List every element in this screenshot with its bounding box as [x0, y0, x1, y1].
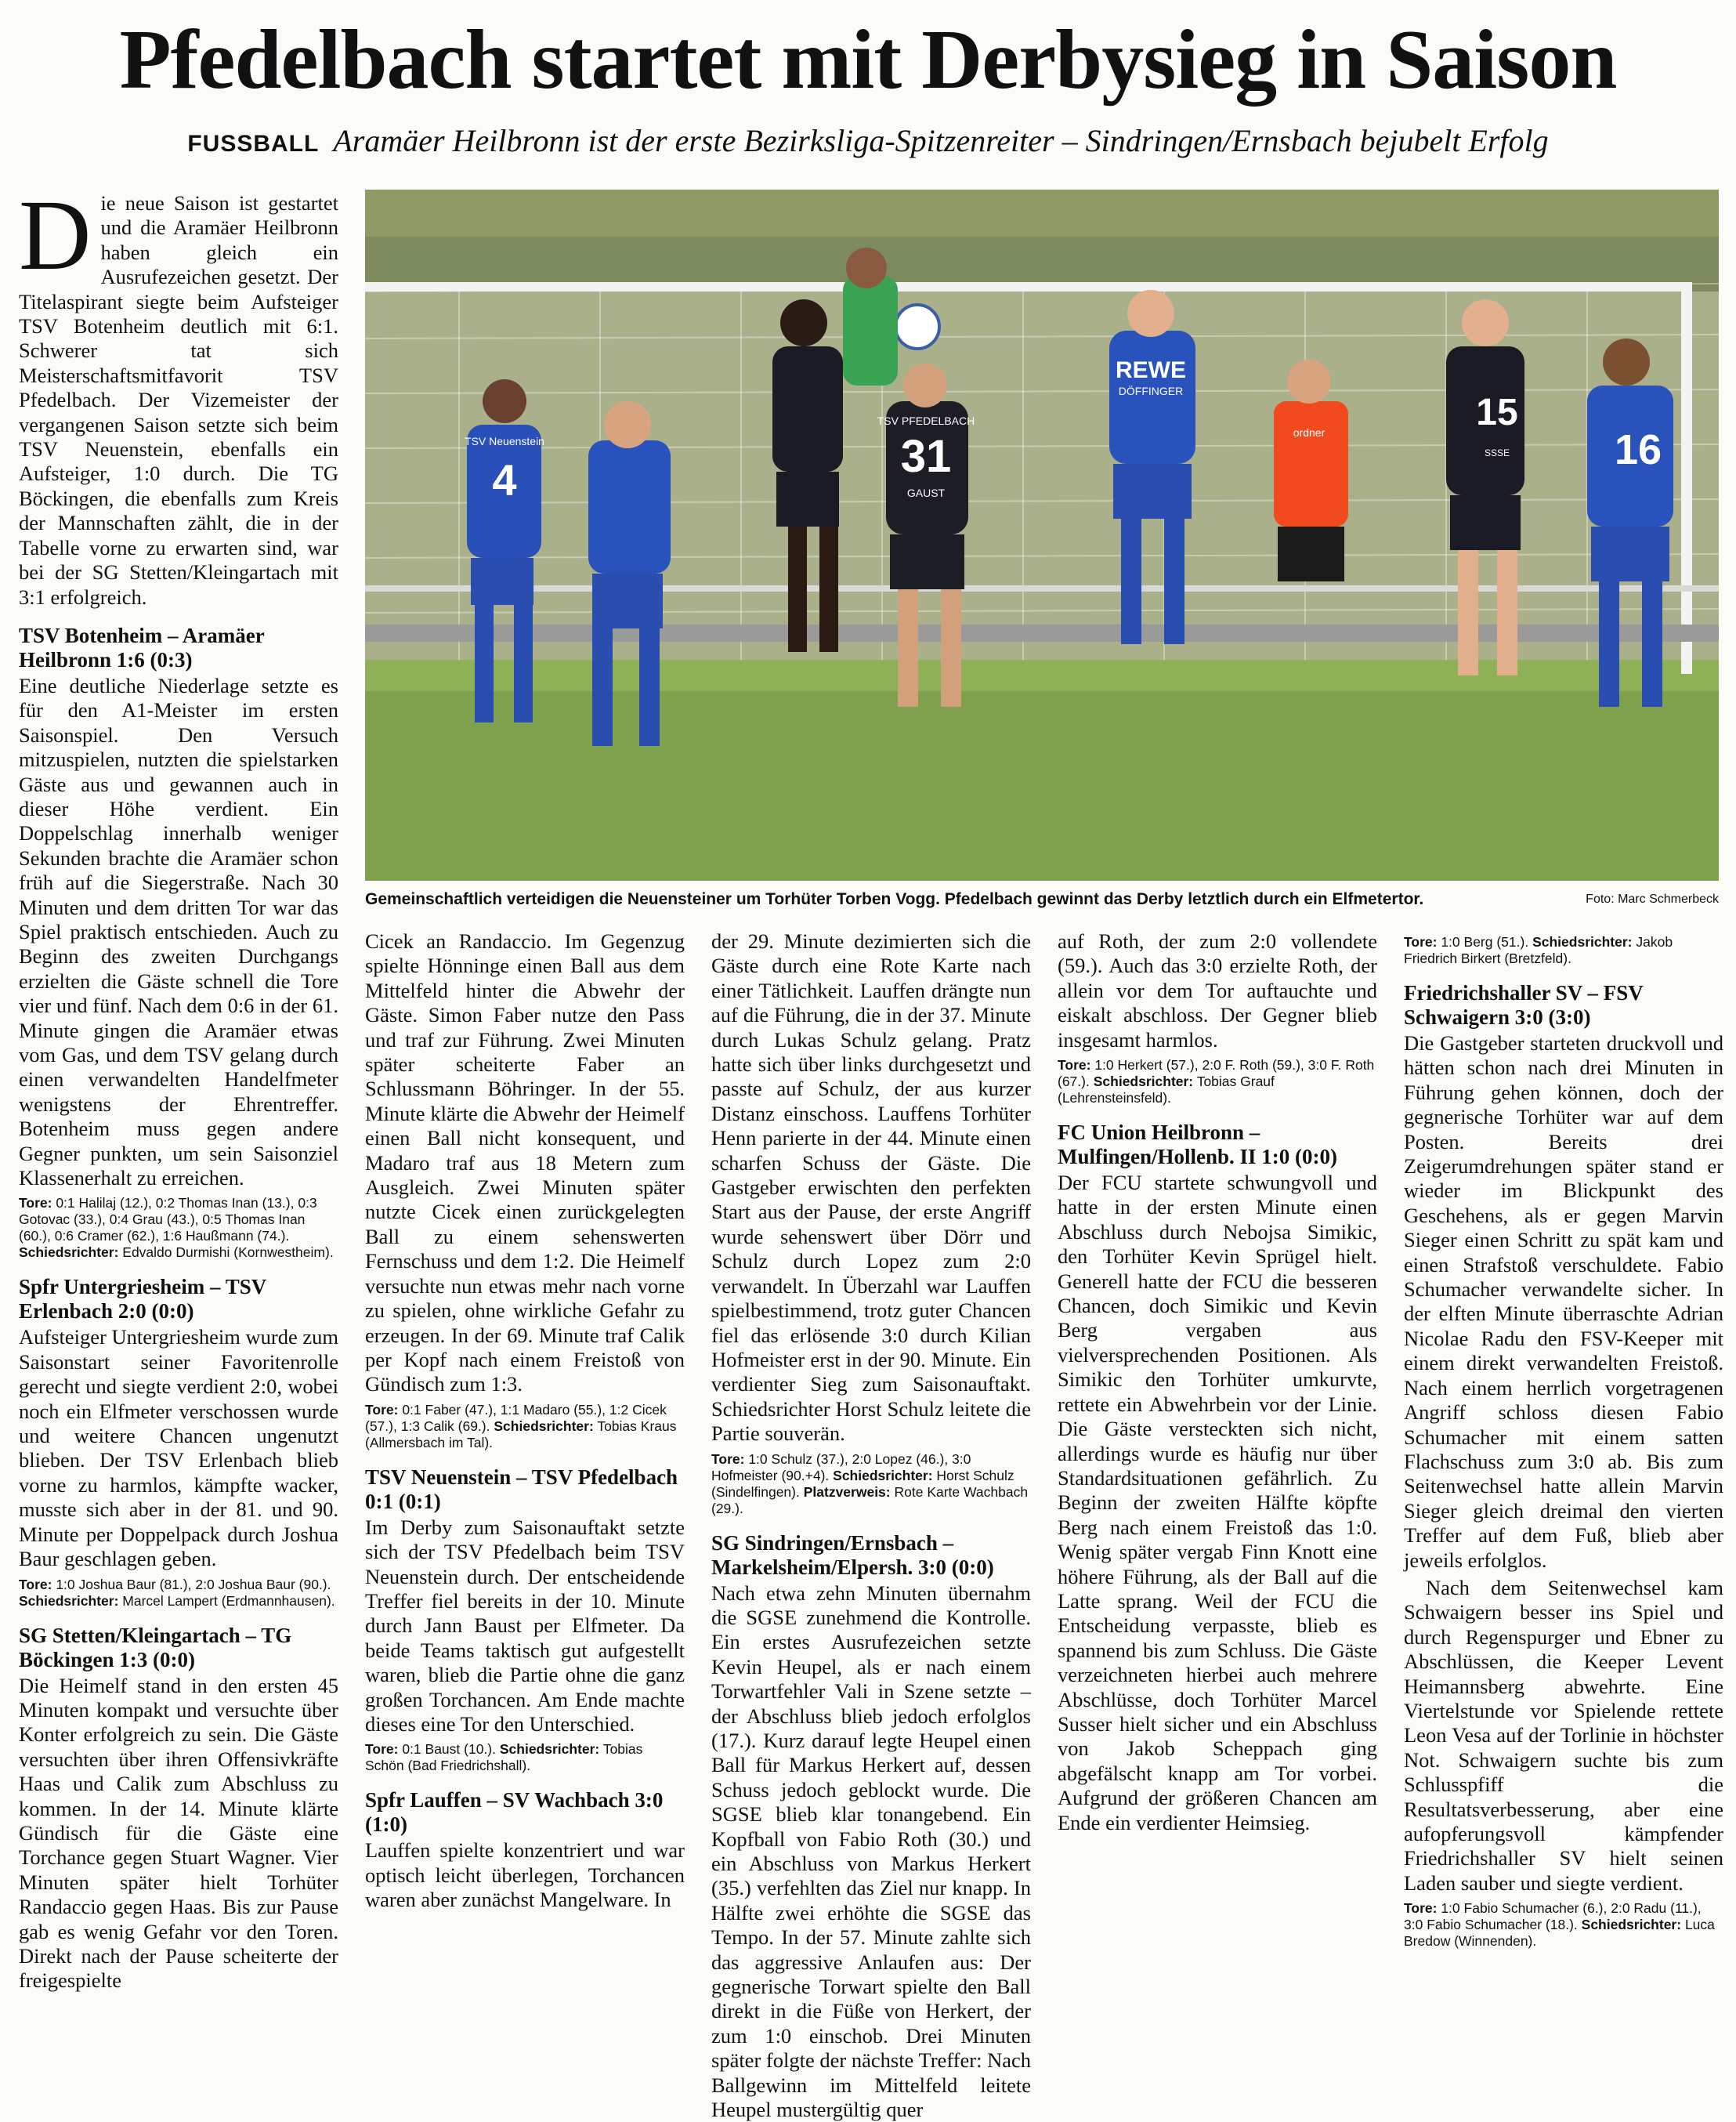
drop-cap: D — [19, 179, 92, 291]
game-text-sindringen-start: Nach etwa zehn Minuten übernahm die SGSE zunehmend die Kontrolle. Ein erstes Ausrufezeichen setzte Kevin Heupel, als er nach einem Torwartfehler Vali in Szene setzte – der Abschluss blieb jedoch erfolglos (17.). Kurz darauf legte Heupel einen Ball für Markus Herkert auf, dessen Schuss jedoch geblockt wurde. Die SGSE blieb klar tonangebend. Ein Kopfball von Fabio Roth (30.) und ein Abschluss von Markus Herkert (35.) verfehlten das Ziel nur knapp. In Hälfte zwei erhöhte die SGSE das Tempo. In der 57. Minute zahlte sich das aggressive Anlaufen aus: Der gegnerische Torwart spielte den Ball direkt in die Füße von Herkert, der zum 1:0 einschob. Drei Minuten später folgte der nächste Treffer: Nach Ballgewinn im Mittelfeld leitete Heupel mustergültig quer — [711, 1581, 1031, 2122]
ref-label: Schiedsrichter: — [833, 1467, 933, 1483]
tore-label: Tore: — [1404, 934, 1438, 950]
game-text-friedrichshall-2: Nach dem Seitenwechsel kam Schwaigern besser ins Spiel und durch Regenspurger und Ebner zu Abschlüssen, die Keeper Levent Heimannsberg abwehrte. Eine Viertelstunde vor Spielende rettete Leon Vesa auf der Torlinie in höchster Not. Schwaigern suchte bis zum Schlusspfiff die Resultatsverbesserung, aber eine aufopferungsvoll kämpfender Friedrichshaller SV hielt seinen Laden sauber und siegte verdient. — [1404, 1575, 1723, 1895]
column-2 — [365, 929, 685, 2003]
game-meta-botenheim — [19, 1195, 338, 1261]
shirt-number-15: 15 — [1476, 392, 1518, 433]
game-text-botenheim: Eine deutliche Niederlage setzte es für den A1-Meister im ersten Saisonspiel. Den Versuch mitzuspielen, nutzten die spielstarken Gäste aus und gewannen auch in dieser Höhe verdient. Ein Doppelschlag innerhalb weniger Sekunden brachte die Aramäer schon früh auf die Siegerstraße. Nach 30 Minuten und dem dritten Tor war das Spiel praktisch entschieden. Auch zu Beginn des zweiten Durchgangs erzielten die Gäste schnell die Tore vier und fünf. Nach dem 0:6 in der 61. Minute gingen die Aramäer etwas vom Gas, und dem TSV gelang durch einen verwandelten Handelfmeter wenigstens der Ehrentreffer. Botenheim muss gegen andere Gegner punkten, um sein Saisonziel Klassenerhalt zu erreichen. — [19, 673, 338, 1190]
shirt-text-ssse: SSSE — [1484, 447, 1510, 458]
tore-label: Tore: — [365, 1741, 399, 1758]
headline: Pfedelbach startet mit Derbysieg in Saison — [119, 13, 1617, 107]
game-text-lauffen-start: Lauffen spielte konzentriert und war optisch leicht überlegen, Torchancen waren aber zunächst Mangelware. In — [365, 1838, 685, 1912]
ref-label: Schiedsrichter: — [1581, 1917, 1682, 1933]
photo-caption: Gemeinschaftlich verteidigen die Neuensteiner um Torhüter Torben Vogg. Pfedelbach gewinnt das Derby letztlich durch ein Elfmetertor. — [365, 890, 1424, 908]
shirt-number-16: 16 — [1614, 426, 1662, 473]
tore-text: 1:0 Fabio Schumacher (6.), 2:0 Radu (11.), 3:0 Fabio Schumacher (18.). — [1404, 1900, 1702, 1933]
shirt-text-pfedelbach: TSV PFEDELBACH — [877, 415, 975, 427]
tore-label: Tore: — [1404, 1900, 1438, 1917]
game-title-stetten: SG Stetten/Kleingartach – TG Böckingen 1:3 (0:0) — [19, 1623, 292, 1671]
game-text-neuenstein: Im Derby zum Saisonauftakt setzte sich der TSV Pfedelbach beim TSV Neuenstein durch. Der entscheidende Treffer fiel bereits in der 10. Minute durch Jann Baust per Elfmeter. Da beide Teams taktisch gut aufgestellt waren, blieb die Partie ohne die ganz großen Torchancen. Am Ende machte dieses eine Tor den Unterschied. — [365, 1515, 685, 1736]
game-title-lauffen: Spfr Lauffen – SV Wachbach 3:0 (1:0) — [365, 1788, 664, 1837]
game-title-neuenstein: TSV Neuenstein – TSV Pfedelbach 0:1 (0:1) — [365, 1465, 678, 1513]
platzverweis-text: Rote Karte Wachbach (29.). — [711, 1483, 1029, 1516]
tore-label: Tore: — [19, 1195, 52, 1211]
game-text-sindringen-rest: auf Roth, der zum 2:0 vollendete (59.). Auch das 3:0 erzielte Roth, der allein vor dem Tor auftauchte und eiskalt abschloss. Der Gegner blieb insgesamt harmlos. — [1058, 929, 1377, 1052]
tore-label: Tore: — [1058, 1057, 1091, 1074]
tore-label: Tore: — [711, 1450, 745, 1467]
ref-label: Schiedsrichter: — [1093, 1074, 1194, 1090]
intro-text: ie neue Saison ist gestartet und die Aramäer Heilbronn haben gleich ein Ausrufezeichen gesetzt. Der Titelaspirant siegte beim Aufsteiger TSV Botenheim deutlich mit 6:1. Schwerer tat sich Meisterschaftsmitfavorit TSV Pfedelbach. Der Vizemeister der vergangenen Saison setzte sich beim TSV Neuenstein, ebenfalls ein Aufsteiger, 1:0 durch. Die TG Böckingen, die ebenfalls zum Kreis der Mannschaften zählt, die in der Tabelle vorne zu erwarten sind, war bei der SG Stetten/Kleingartach mit 3:1 erfolgreich. — [19, 191, 338, 609]
game-text-stetten-rest: Cicek an Randaccio. Im Gegenzug spielte Hönninge einen Ball aus dem Mittelfeld hinter die Abwehr der Gäste. Simon Faber nutze den Pass und traf zur Führung. Zwei Minuten später scheiterte Faber an Schlussmann Böhringer. In der 55. Minute klärte die Abwehr der Heimelf einen Ball nicht konsequent, und Madaro traf aus 18 Metern zum Ausgleich. Zwei Minuten später nutzte Cicek einen zurückgelegten Ball zu einem sehenswerten Fernschuss und dem 1:2. Die Heimelf versuchte nun etwas mehr nach vorne zu spielen, ohne wirkliche Gefahr zu erzeugen. In der 69. Minute traf Calik per Kopf nach einem Freistoß von Gündisch zum 1:3. — [365, 929, 685, 1396]
game-text-lauffen-rest: der 29. Minute dezimierten sich die Gäste durch eine Rote Karte nach einer Tätlichkeit. Lauffen drängte nun auf die Führung, die in der 37. Minute durch Lukas Schulz gelang. Pratz hatte sich über links durchgesetzt und passte auf Schulz, der aus kurzer Distanz einschoss. Lauffens Torhüter Henn parierte in der 44. Minute einen scharfen Schuss der Gäste. Die Gastgeber erwischten den perfekten Start aus der Pause, der erste Angriff wurde sehenswert über Dörr und Schulz durch Lopez zum 2:0 verwandelt. In Überzahl war Lauffen spielbestimmend, trotz guter Chancen fiel das erlösende 3:0 durch Kilian Hofmeister erst in der 90. Minute. Ein verdienter Sieg zum Saisonauftakt. Schiedsrichter Horst Schulz leitete die Partie souverän. — [711, 929, 1031, 1446]
ref-label: Schiedsrichter: — [19, 1244, 119, 1261]
kicker: FUSSBALL — [187, 131, 320, 157]
ref-text: Tobias Schön (Bad Friedrichshall). — [365, 1741, 643, 1774]
game-meta-neuenstein — [365, 1741, 685, 1774]
shirt-number-4: 4 — [492, 455, 517, 505]
photo-credit: Foto: Marc Schmerbeck — [1586, 893, 1719, 906]
game-title-botenheim: TSV Botenheim – Aramäer Heilbronn 1:6 (0:3) — [19, 623, 265, 672]
game-title-friedrichshall: Friedrichshaller SV – FSV Schwaigern 3:0 (3:0) — [1404, 981, 1644, 1029]
game-meta-untergriesheim — [19, 1577, 338, 1610]
vest-text: ordner — [1293, 426, 1326, 439]
ref-text: Jakob Friedrich Birkert (Bretzfeld). — [1404, 934, 1673, 966]
column-5 — [1404, 929, 1723, 2003]
ref-text: Luca Bredow (Winnenden). — [1404, 1917, 1715, 1950]
ref-text: Marcel Lampert (Erdmannhausen). — [122, 1592, 335, 1609]
shirt-sponsor-doeffinger: DÖFFINGER — [1118, 385, 1184, 397]
platzverweis-label: Platzverweis: — [803, 1483, 891, 1500]
tore-text: 1:0 Herkert (57.), 2:0 F. Roth (59.), 3:0 F. Roth (67.). — [1058, 1057, 1375, 1090]
tore-label: Tore: — [19, 1576, 52, 1592]
column-1 — [19, 179, 338, 2001]
ref-text: Edvaldo Durmishi (Kornwestheim). — [122, 1244, 334, 1261]
game-text-union-start: Der FCU startete schwungvoll und hatte in der ersten Minute einen Abschluss durch Nebojsa Simikic, den Torhüter Kevin Sprügel hielt. Generell hatte der FCU die besseren Chancen, doch Simikic und Kevin Berg vergaben aus vielversprechenden Positionen. Als Simikic den Torhüter umkurvte, rettete ein Abwehrbein vor der Linie. Die Gäste versteckten sich nicht, allerdings wurde es häufig nur über Standardsituationen gefährlich. Zu Beginn der zweiten Hälfte köpfte Berg nach einem Freistoß das 1:0. Wenig später vergab Finn Knott eine höhere Führung, als der Ball auf die Latte sprang. Weil der FCU die Entscheidung verpasste, blieb es spannend bis zum Schluss. Die Gäste verzeichneten hierbei auch mehrere Abschlüsse, doch Torhüter Marcel Susser hielt sicher und ein Abschluss von Jakob Scheppach ging abgefälscht knapp am Tor vorbei. Aufgrund der größeren Chancen am Ende ein verdienter Heimsieg. — [1058, 1171, 1377, 1834]
shirt-number-31: 31 — [900, 431, 952, 482]
tore-text: 0:1 Faber (47.), 1:1 Madaro (55.), 1:2 Cicek (57.), 1:3 Calik (69.). — [365, 1401, 667, 1434]
tore-text: 1:0 Joshua Baur (81.), 2:0 Joshua Baur (90.). — [56, 1576, 331, 1592]
tore-text: 0:1 Baust (10.). — [402, 1741, 496, 1758]
subheadline-text: Aramäer Heilbronn ist der erste Bezirksliga-Spitzenreiter – Sindringen/Ernsbach bejubelt Erfolg — [333, 123, 1549, 158]
ref-label: Schiedsrichter: — [19, 1592, 119, 1609]
tore-label: Tore: — [365, 1401, 399, 1418]
tore-text: 1:0 Berg (51.). — [1441, 934, 1529, 950]
tore-text: 1:0 Schulz (37.), 2:0 Lopez (46.), 3:0 Hofmeister (90.+4). — [711, 1450, 971, 1483]
game-meta-friedrichshall — [1404, 1900, 1723, 1950]
game-title-untergriesheim: Spfr Untergriesheim – TSV Erlenbach 2:0 (0:0) — [19, 1275, 266, 1324]
shirt-sponsor-rewe: REWE — [1116, 357, 1186, 383]
game-meta-stetten — [365, 1402, 685, 1451]
ref-text: Horst Schulz (Sindelfingen). — [711, 1467, 1014, 1500]
column-3 — [711, 929, 1031, 2122]
game-title-union: FC Union Heilbronn – Mulfingen/Hollenb. II 1:0 (0:0) — [1058, 1121, 1338, 1169]
shirt-text-neuenstein: TSV Neuenstein — [465, 435, 544, 447]
column-4 — [1058, 929, 1377, 2003]
ref-label: Schiedsrichter: — [499, 1741, 600, 1758]
subheadline — [0, 118, 1736, 165]
ref-text: Tobias Kraus (Allmersbach im Tal). — [365, 1418, 677, 1450]
shirt-text-gaust: GAUST — [906, 487, 946, 499]
game-meta-union — [1404, 934, 1723, 967]
ref-text: Tobias Grauf (Lehrensteinsfeld). — [1058, 1074, 1275, 1106]
tore-text: 0:1 Halilaj (12.), 0:2 Thomas Inan (13.), 0:3 Gotovac (33.), 0:4 Grau (43.), 0:5 Thomas Inan (60.), 0:6 Cramer (62.), 1:6 Haußmann (74.). — [19, 1195, 317, 1244]
game-text-stetten-start: Die Heimelf stand in den ersten 45 Minuten kompakt und versuchte über Konter erfolgreich zu sein. Die Gäste versuchten über ihren Offensivkräfte Haas und Calik zum Abschluss zu kommen. In der 14. Minute klärte Gündisch für die Gäste eine Torchance gegen Stuart Wagner. Vier Minuten später hielt Torhüter Randaccio gegen Haas. Bis zur Pause gab es wenig Gefahr vor den Toren. Direkt nach der Pause scheiterte der freigespielte — [19, 1673, 338, 1993]
game-text-friedrichshall: Die Gastgeber starteten druckvoll und hätten schon nach drei Minuten in Führung gehen können, doch der gegnerische Torhüter war auf dem Posten. Bereits drei Zeigerumdrehungen später stand er wieder im Blickpunkt des Geschehens, als er gegen Marvin Sieger einen Schritt zu spät kam und einen Strafstoß verschuldete. Fabio Schumacher verwandelte sicher. In der elften Minute überraschte Adrian Nicolae Radu den FSV-Keeper mit einem direkt verwandelten Freistoß. Nach einem herrlich vorgetragenen Angriff schloss diesen Fabio Schumacher mit einem satten Flachschuss zum 3:0 ab. Bis zum Seitenwechsel hatte allein Marvin Sieger gleich dreimal den vierten Treffer auf dem Fuß, blieb aber jeweils erfolglos. — [1404, 1031, 1723, 1572]
game-meta-sindringen — [1058, 1057, 1377, 1106]
ref-label: Schiedsrichter: — [494, 1418, 594, 1434]
game-text-untergriesheim: Aufsteiger Untergriesheim wurde zum Saisonstart seiner Favoritenrolle gerecht und siegte verdient 2:0, wobei noch ein Elfmeter verschossen wurde und weitere Chancen ungenutzt blieben. Der TSV Erlenbach blieb vorne zu harmlos, kämpfte wacker, musste sich aber in der 81. und 90. Minute per Doppelpack durch Joshua Baur geschlagen geben. — [19, 1325, 338, 1571]
ref-label: Schiedsrichter: — [1532, 934, 1633, 950]
photo-illustration — [365, 190, 1719, 881]
intro-paragraph — [19, 179, 338, 610]
game-meta-lauffen — [711, 1451, 1031, 1517]
game-title-sindringen: SG Sindringen/Ernsbach – Markelsheim/Elpersh. 3:0 (0:0) — [711, 1530, 994, 1579]
match-photo — [365, 190, 1719, 881]
